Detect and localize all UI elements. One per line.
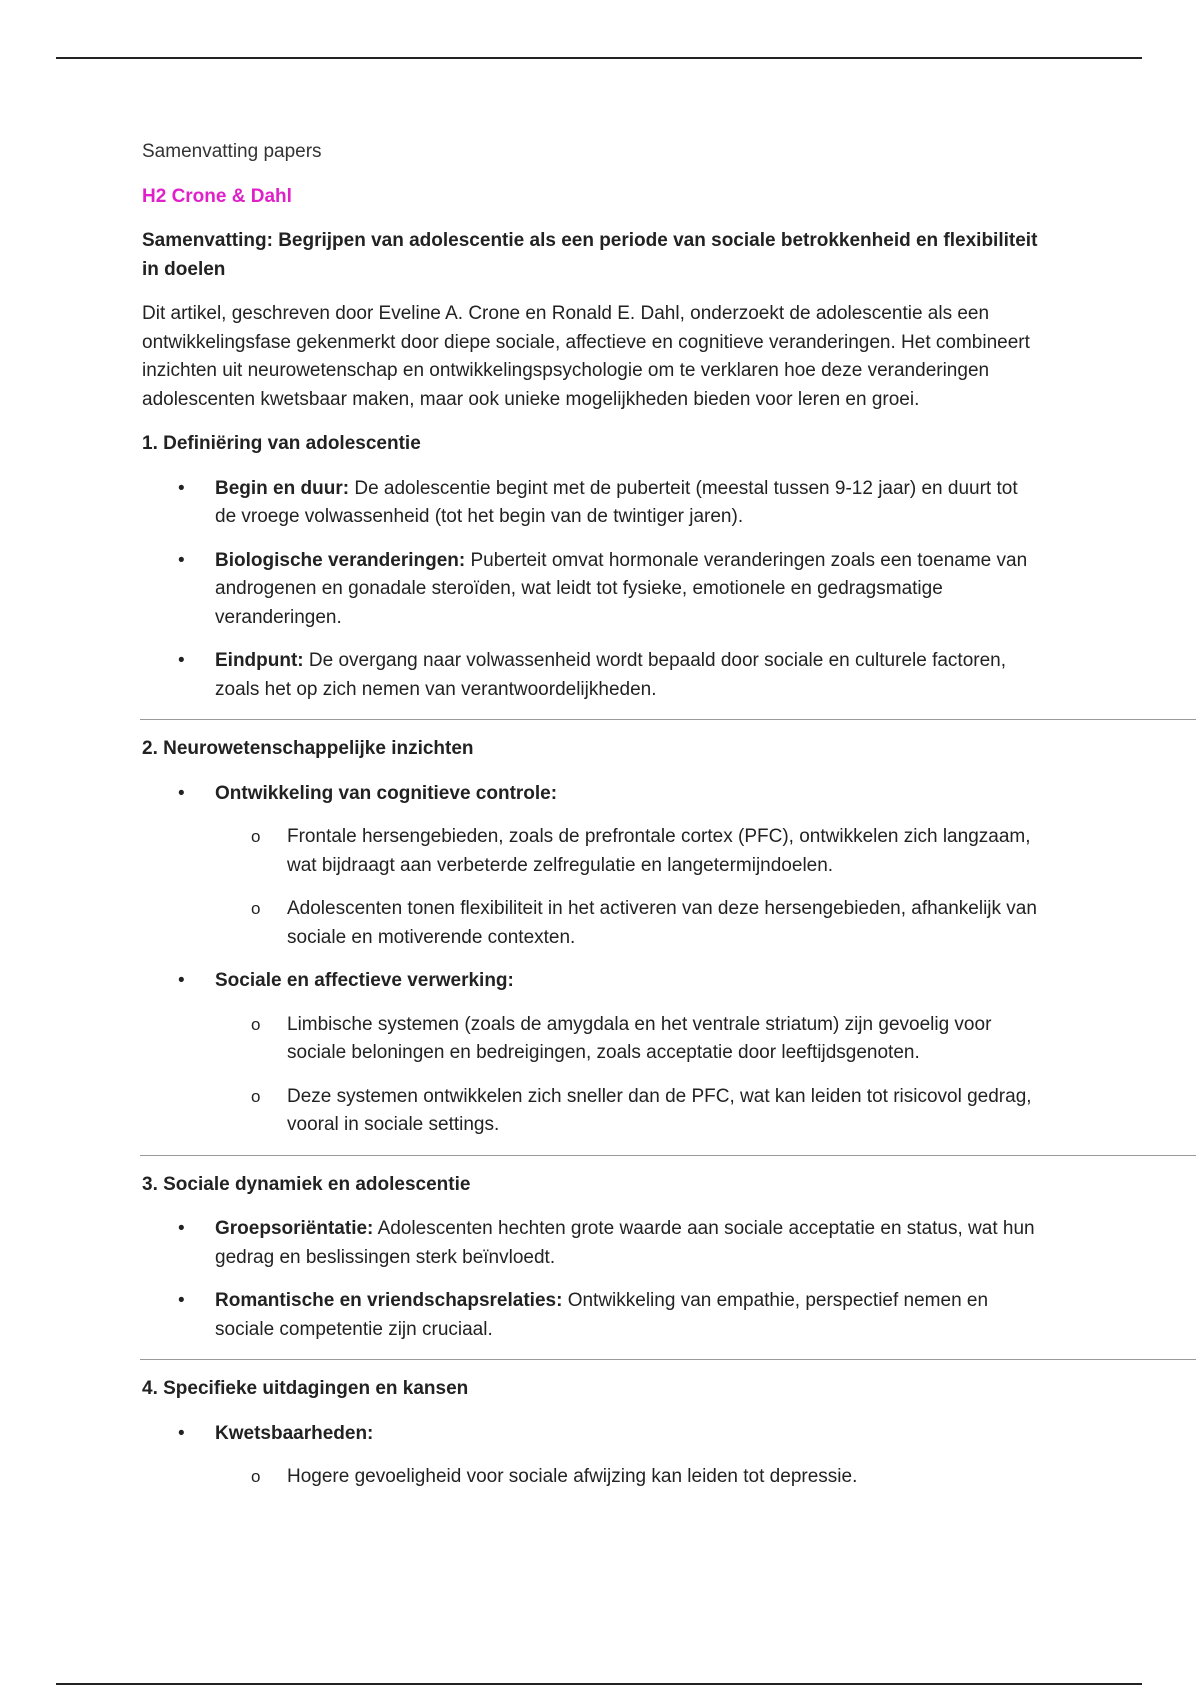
item-label: Romantische en vriendschapsrelaties: [215, 1290, 563, 1311]
sub-list-item: o Frontale hersengebieden, zoals de prefrontale cortex (PFC), ontwikkelen zich langzaam, wat bijdraagt aan verbeterde zelfregulatie en langetermijndoelen. [215, 823, 1042, 880]
document-subtitle: H2 Crone & Dahl [142, 185, 292, 207]
sub-list-item: o Hogere gevoeligheid voor sociale afwijzing kan leiden tot depressie. [215, 1463, 1042, 1492]
list-item [142, 780, 1042, 953]
sub-list-item: o Deze systemen ontwikkelen zich sneller dan de PFC, wat kan leiden tot risicovol gedrag, vooral in sociale settings. [215, 1083, 1042, 1140]
sub-list [215, 1463, 1042, 1492]
item-label: Ontwikkeling van cognitieve controle: [215, 782, 558, 804]
item-text: Adolescenten hechten grote waarde aan sociale acceptatie en status, wat hun gedrag en beslissingen sterk beïnvloedt. [215, 1218, 1035, 1268]
item-label: Kwetsbaarheden: [215, 1422, 374, 1444]
list-item [142, 967, 1042, 1140]
section-heading: 1. Definiëring van adolescentie [142, 433, 421, 454]
intro-paragraph: Dit artikel, geschreven door Eveline A. Crone en Ronald E. Dahl, onderzoekt de adolescentie als een ontwikkelingsfase gekenmerkt door diepe sociale, affectieve en cognitieve veranderingen. Het combineert inzichten uit neurowetenschap en ontwikkelingspsychologie om te verklaren hoe deze veranderingen adolescenten kwetsbaar maken, maar ook unieke mogelijkheden bieden voor leren en groei. [142, 303, 1030, 410]
item-label: Groepsoriëntatie: [215, 1218, 374, 1239]
item-text: Puberteit omvat hormonale veranderingen zoals een toename van androgenen en gonadale steroïden, wat leidt tot fysieke, emotionele en gedragsmatige veranderingen. [215, 549, 1028, 628]
sub-list-item: o Limbische systemen (zoals de amygdala en het ventrale striatum) zijn gevoelig voor sociale beloningen en bedreigingen, zoals acceptatie door leeftijdsgenoten. [215, 1011, 1042, 1068]
footer-rule [56, 1683, 1142, 1685]
item-text: Ontwikkeling van empathie, perspectief nemen en sociale competentie zijn cruciaal. [215, 1290, 989, 1340]
document-title: Samenvatting papers [142, 141, 322, 162]
bullet-list [142, 780, 1042, 1140]
item-label: Biologische veranderingen: [215, 549, 466, 571]
bullet-list [142, 475, 1042, 705]
header-rule [56, 57, 1142, 59]
bullet-list [142, 1420, 1042, 1492]
item-text: De overgang naar volwassenheid wordt bepaald door sociale en culturele factoren, zoals het op zich nemen van verantwoordelijkheden. [215, 650, 1007, 700]
list-item [142, 1420, 1042, 1492]
section-divider [140, 1155, 1196, 1156]
summary-heading: Samenvatting: Begrijpen van adolescentie als een periode van sociale betrokkenheid en flexibiliteit in doelen [142, 230, 1038, 280]
section-heading: 4. Specifieke uitdagingen en kansen [142, 1378, 469, 1399]
section-heading: 3. Sociale dynamiek en adolescentie [142, 1173, 471, 1195]
section-divider [140, 1359, 1196, 1360]
list-item [142, 547, 1042, 633]
sub-list [215, 823, 1042, 952]
item-label: Sociale en affectieve verwerking: [215, 970, 514, 991]
item-label: Begin en duur: [215, 477, 350, 499]
document-page [142, 138, 1042, 1507]
section-heading: 2. Neurowetenschappelijke inzichten [142, 738, 474, 759]
sub-list [215, 1011, 1042, 1140]
list-item [142, 647, 1042, 704]
item-text: De adolescentie begint met de puberteit (meestal tussen 9-12 jaar) en duurt tot de vroege volwassenheid (tot het begin van de twintiger jaren). [215, 477, 1018, 527]
bullet-list [142, 1215, 1042, 1344]
list-item [142, 1287, 1042, 1344]
list-item [142, 1215, 1042, 1272]
item-label: Eindpunt: [215, 650, 304, 671]
list-item [142, 475, 1042, 532]
section-divider [140, 719, 1196, 720]
sub-list-item: o Adolescenten tonen flexibiliteit in het activeren van deze hersengebieden, afhankelijk van sociale en motiverende contexten. [215, 895, 1042, 952]
